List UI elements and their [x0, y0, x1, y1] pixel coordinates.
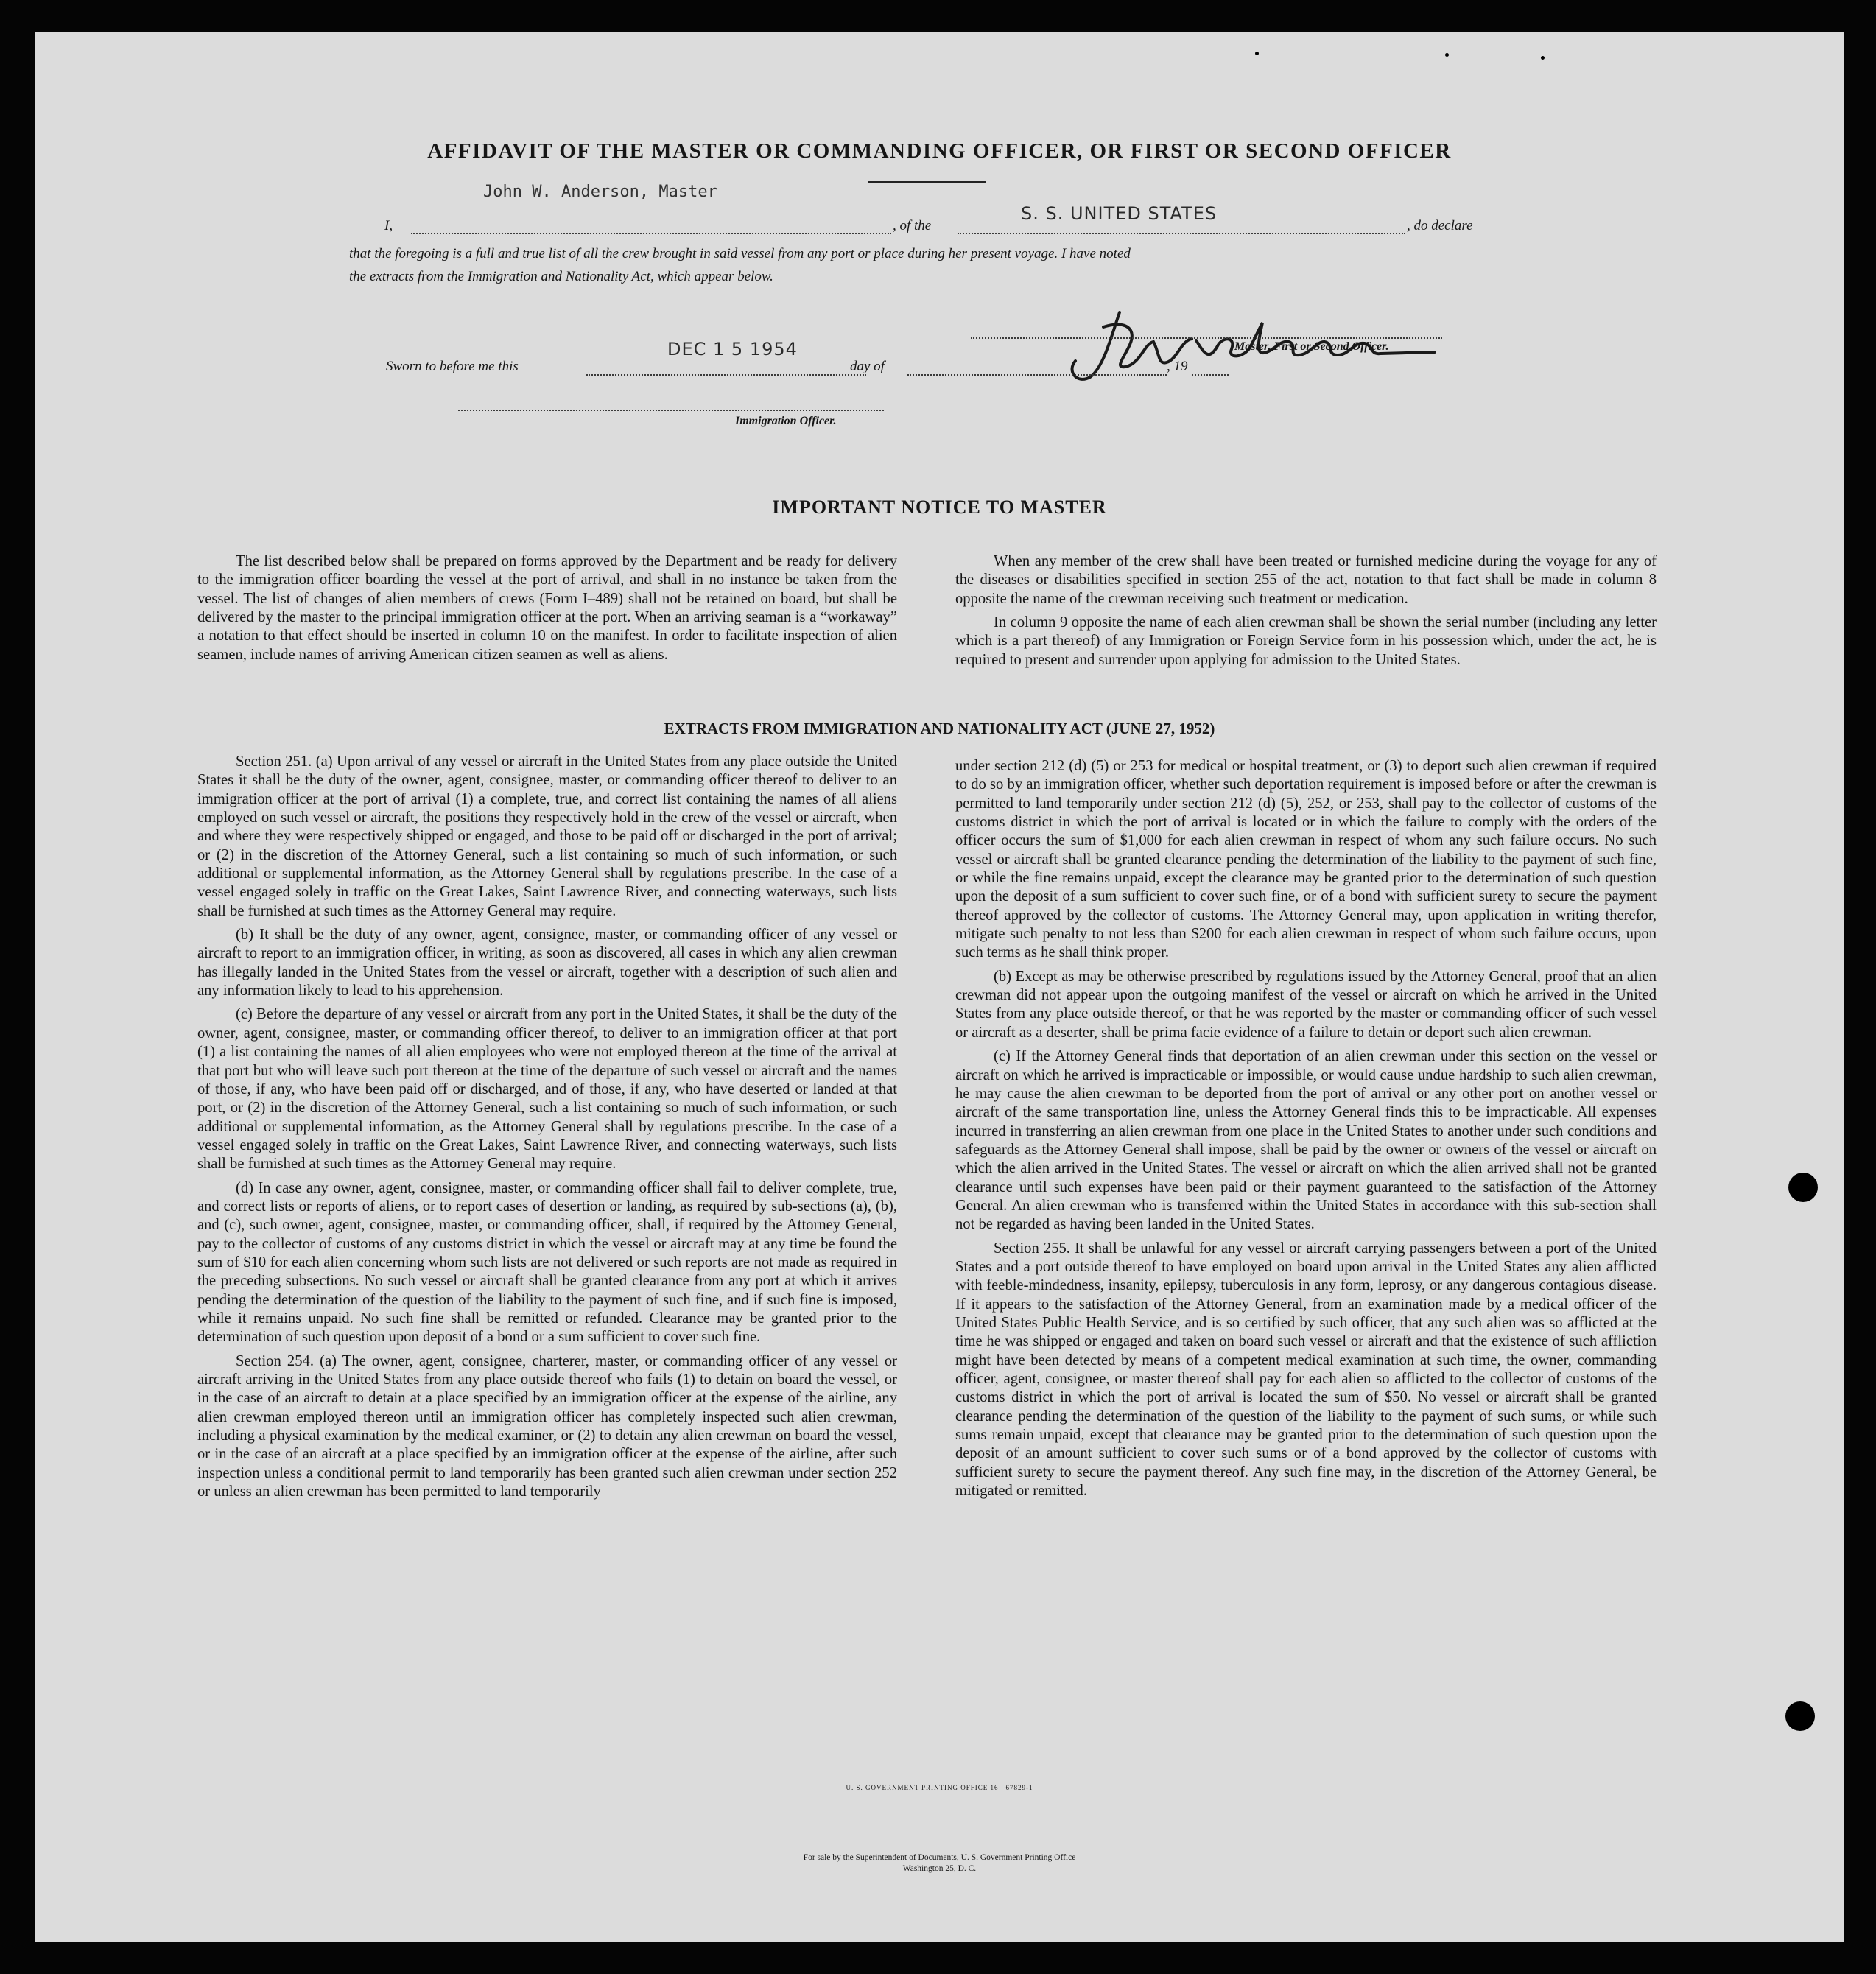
date-stamp: DEC 1 5 1954	[667, 339, 798, 359]
typed-master-name: John W. Anderson, Master	[483, 183, 717, 201]
notice-right-column	[955, 552, 1657, 675]
master-label: Master, First or Second Officer.	[1234, 340, 1389, 353]
immigration-officer-label: Immigration Officer.	[735, 415, 837, 427]
day-of-label: day of	[850, 359, 885, 374]
title-underline	[868, 181, 986, 183]
sworn-day-line	[586, 374, 866, 376]
notice-left-column	[197, 552, 897, 670]
vessel-name: S. S. UNITED STATES	[1021, 203, 1218, 224]
address-line: Washington 25, D. C.	[902, 1864, 977, 1873]
document-page	[35, 32, 1844, 1942]
paper-speck	[1255, 52, 1259, 55]
punch-hole-lower	[1785, 1701, 1815, 1731]
month-line	[907, 374, 1167, 376]
section-254-b: (b) Except as may be otherwise prescribed by regulations issued by the Attorney General, proof that an alien crewman did not appear upon the outgoing manifest of the vessel or aircraft on which he arrived in the United States from any place outside thereof, or that he was reported by the master or commanding officer of such vessel or aircraft as a deserter, shall be prima facie evidence of a failure to detain or deport such alien crewman.	[955, 968, 1657, 1041]
section-251-a: Section 251. (a) Upon arrival of any vessel or aircraft in the United States from any place outside the United States it shall be the duty of the owner, agent, consignee, master, or commanding officer thereof to deliver to an immigration officer at the port of arrival (1) a complete, true, and correct list containing the names of all aliens employed on such vessel or aircraft, the positions they respectively hold in the crew of the vessel or aircraft, when and where they were respectively shipped or engaged, and those to be paid off or discharged in the port of arrival; or (2) in the discretion of the Attorney General, such a list containing so much of such information, or such additional or supplemental information, as the Attorney General shall by regulations prescribe. In the case of a vessel engaged solely in traffic on the Great Lakes, Saint Lawrence River, and connecting waterways, such lists shall be furnished at such times as the Attorney General may require.	[197, 754, 897, 919]
do-declare-label: , do declare	[1407, 218, 1473, 233]
immigration-officer-line	[458, 410, 884, 411]
notice-right-paragraph-2: In column 9 opposite the name of each alien crewman shall be shown the serial number (including any letter which is a part thereof) of any Immigration or Foreign Service form in his possession which, under the act, he is required to present and surrender upon applying for admission to the United States.	[955, 614, 1657, 668]
extracts-heading: EXTRACTS FROM IMMIGRATION AND NATIONALITY ACT (JUNE 27, 1952)	[664, 720, 1215, 737]
section-251-c: (c) Before the departure of any vessel or aircraft from any port in the United States, it shall be the duty of the owner, agent, consignee, master, or commanding officer thereof, to deliver to an immigration officer at that port (1) a list containing the names of all alien employees who were not employed thereon at the time of the arrival at that port but who will leave such port thereon at the time of the departure of such vessel or aircraft and the names of those, if any, who have been paid off or discharged, and of those, if any, who have deserted or landed at that port, or (2) in the discretion of the Attorney General, such a list containing so much of such information, or such additional or supplemental information, as the Attorney General shall by regulations prescribe. In the case of a vessel engaged solely in traffic on the Great Lakes, Saint Lawrence River, and connecting waterways, such lists shall be furnished at such times as the Attorney General may require.	[197, 1006, 897, 1173]
year-line	[1192, 374, 1229, 376]
for-sale-line: For sale by the Superintendent of Documents, U. S. Government Printing Office	[803, 1853, 1076, 1862]
sworn-label: Sworn to before me this	[386, 359, 519, 374]
declaration-line-2: the extracts from the Immigration and Nationality Act, which appear below.	[349, 269, 773, 284]
extracts-right-column	[955, 757, 1657, 1506]
notice-heading: IMPORTANT NOTICE TO MASTER	[772, 496, 1107, 518]
paper-speck	[1541, 56, 1545, 60]
printing-office-code: U. S. GOVERNMENT PRINTING OFFICE 16—67829-1	[846, 1784, 1033, 1791]
section-254-c: (c) If the Attorney General finds that deportation of an alien crewman under this section on the vessel or aircraft on which he arrived is impracticable or impossible, or would cause undue hardship to such alien crewman, he may cause the alien crewman to be deported from the port of arrival or any other port on another vessel or aircraft of the same transportation line, unless the Attorney General finds this to be impracticable. All expenses incurred in transferring an alien crewman from one place in the United States to another under such conditions and safeguards as the Attorney General shall impose, shall be paid by the owner or owners of the vessel or aircraft on which the alien arrived in the United States. The vessel or aircraft on which the alien arrived shall not be granted clearance until such expenses have been paid or their payment guaranteed to the satisfaction of the Attorney General. An alien crewman who is transferred within the United States in accordance with this sub-section shall not be regarded as having been landed in the United States.	[955, 1048, 1657, 1233]
of-the-label: , of the	[893, 218, 932, 233]
section-255: Section 255. It shall be unlawful for any vessel or aircraft carrying passengers between a port of the United States and a port outside thereof to have employed on board upon arrival in the United States any alien afflicted with feeble-mindedness, insanity, epilepsy, tuberculosis in any form, leprosy, or any dangerous contagious disease. If it appears to the satisfaction of the Attorney General, from an examination made by a medical officer of the United States Public Health Service, and is so certified by such officer, that any such alien was so afflicted at the time he was shipped or engaged and taken on board such vessel or aircraft and that the existence of such affliction might have been detected by means of a competent medical examination at such time, the owner, commanding officer, agent, consignee, or master thereof shall pay for each alien so afflicted to the collector of customs of the customs district in which the port of arrival is located the sum of $50. No vessel or aircraft shall be granted clearance pending the determination of the question of the liability to the payment of such sums, or while such sums remain unpaid, except that clearance may be granted prior to the determination of such question upon the deposit of an amount sufficient to cover such sums or of a bond approved by the collector of customs with sufficient surety to secure the payment thereof. Any such fine may, in the discretion of the Attorney General, be mitigated or remitted.	[955, 1240, 1657, 1500]
name-line	[411, 233, 891, 234]
punch-hole-upper	[1788, 1173, 1818, 1202]
section-254-a-continued: under section 212 (d) (5) or 253 for medical or hospital treatment, or (3) to deport such alien crewman if required to do so by an immigration officer, whether such deportation requirement is imposed before or after the crewman is permitted to land temporarily under section 212 (d) (5), 252, or 253, shall pay to the collector of customs of the customs district in which the port of arrival is located or in which the failure to comply with the orders of the officer occurs the sum of $1,000 for each alien crewman in respect of whom any such failure occurs. No such vessel or aircraft shall be granted clearance pending the determination of the liability to the payment of such fine, or while the fine remains unpaid, except the clearance may be granted prior to the determination of such question upon the deposit of a sum sufficient to cover such fine, or of a bond with sufficient surety to secure the payment thereof approved by the collector of customs. The Attorney General may, upon application in writing therefor, mitigate such penalty to not less than $200 for each alien crewman in respect of whom such failure occurs, upon such terms as he shall think proper.	[955, 758, 1657, 961]
paper-speck	[1445, 53, 1449, 57]
section-251-b: (b) It shall be the duty of any owner, agent, consignee, master, or commanding officer of any vessel or aircraft to report to an immigration officer, in writing, as soon as discovered, all cases in which any alien crewman has illegally landed in the United States from the vessel or aircraft, together with a description of such alien and any information likely to lead to his apprehension.	[197, 927, 897, 1000]
notice-left-paragraph: The list described below shall be prepared on forms approved by the Department and be ready for delivery to the immigration officer boarding the vessel at the port of arrival, and shall in no instance be taken from the vessel. The list of changes of alien members of crews (Form I–489) shall not be retained on board, but shall be delivered by the master to the principal immigration officer at the port. When an arriving seaman is a “workaway” a notation to that effect should be inserted in column 10 on the manifest. In order to facilitate inspection of alien seamen, include names of arriving American citizen seamen as well as aliens.	[197, 553, 897, 663]
notice-right-paragraph-1: When any member of the crew shall have been treated or furnished medicine during the voyage for any of the diseases or disabilities specified in section 255 of the act, notation to that fact shall be made in column 8 opposite the name of the crewman receiving such treatment or medication.	[955, 553, 1657, 607]
section-251-d: (d) In case any owner, agent, consignee, master, or commanding officer shall fail to deliver complete, true, and correct lists or reports of aliens, or to report cases of desertion or landing, as required by sub-sections (a), (b), and (c), such owner, agent, consignee, master, or commanding officer, shall, if required by the Attorney General, pay to the collector of customs of any customs district in which the vessel or aircraft may at any time be found the sum of $10 for each alien concerning whom such lists are not delivered or such reports are not made as required in the preceding subsections. No such vessel or aircraft shall be granted clearance from any port at which it arrives pending the determination of the question of the liability to the payment of such fine, and if such fine is imposed, while it remains unpaid. No such fine shall be remitted or refunded. Clearance may be granted prior to the determination of such question upon deposit of a bond or a sum sufficient to cover such fine.	[197, 1179, 897, 1346]
section-254-a: Section 254. (a) The owner, agent, consignee, charterer, master, or commanding officer of any vessel or aircraft arriving in the United States from any place outside thereof who fails (1) to detain on board the vessel, or in the case of an aircraft to detain at a place specified by an immigration officer at the expense of the airline, any alien crewman employed thereon until an immigration officer has completely inspected such alien crewman, including a physical examination by the medical examiner, or (2) to detain any alien crewman on board the vessel, or in the case of an aircraft at a place specified by an immigration officer at the expense of the airline, after such inspection unless a conditional permit to land temporarily has been granted such alien crewman under section 252 or unless an alien crewman has been permitted to land temporarily	[197, 1352, 897, 1500]
vessel-line	[958, 233, 1405, 234]
affidavit-title: AFFIDAVIT OF THE MASTER OR COMMANDING OFFICER, OR FIRST OR SECOND OFFICER	[427, 139, 1452, 163]
i-label: I,	[384, 218, 393, 233]
signature-line	[971, 337, 1442, 339]
declaration-line-1: that the foregoing is a full and true list of all the crew brought in said vessel from any port or place during her present voyage. I have noted	[349, 246, 1131, 261]
year-label: , 19	[1167, 359, 1188, 374]
extracts-left-column	[197, 753, 897, 1506]
